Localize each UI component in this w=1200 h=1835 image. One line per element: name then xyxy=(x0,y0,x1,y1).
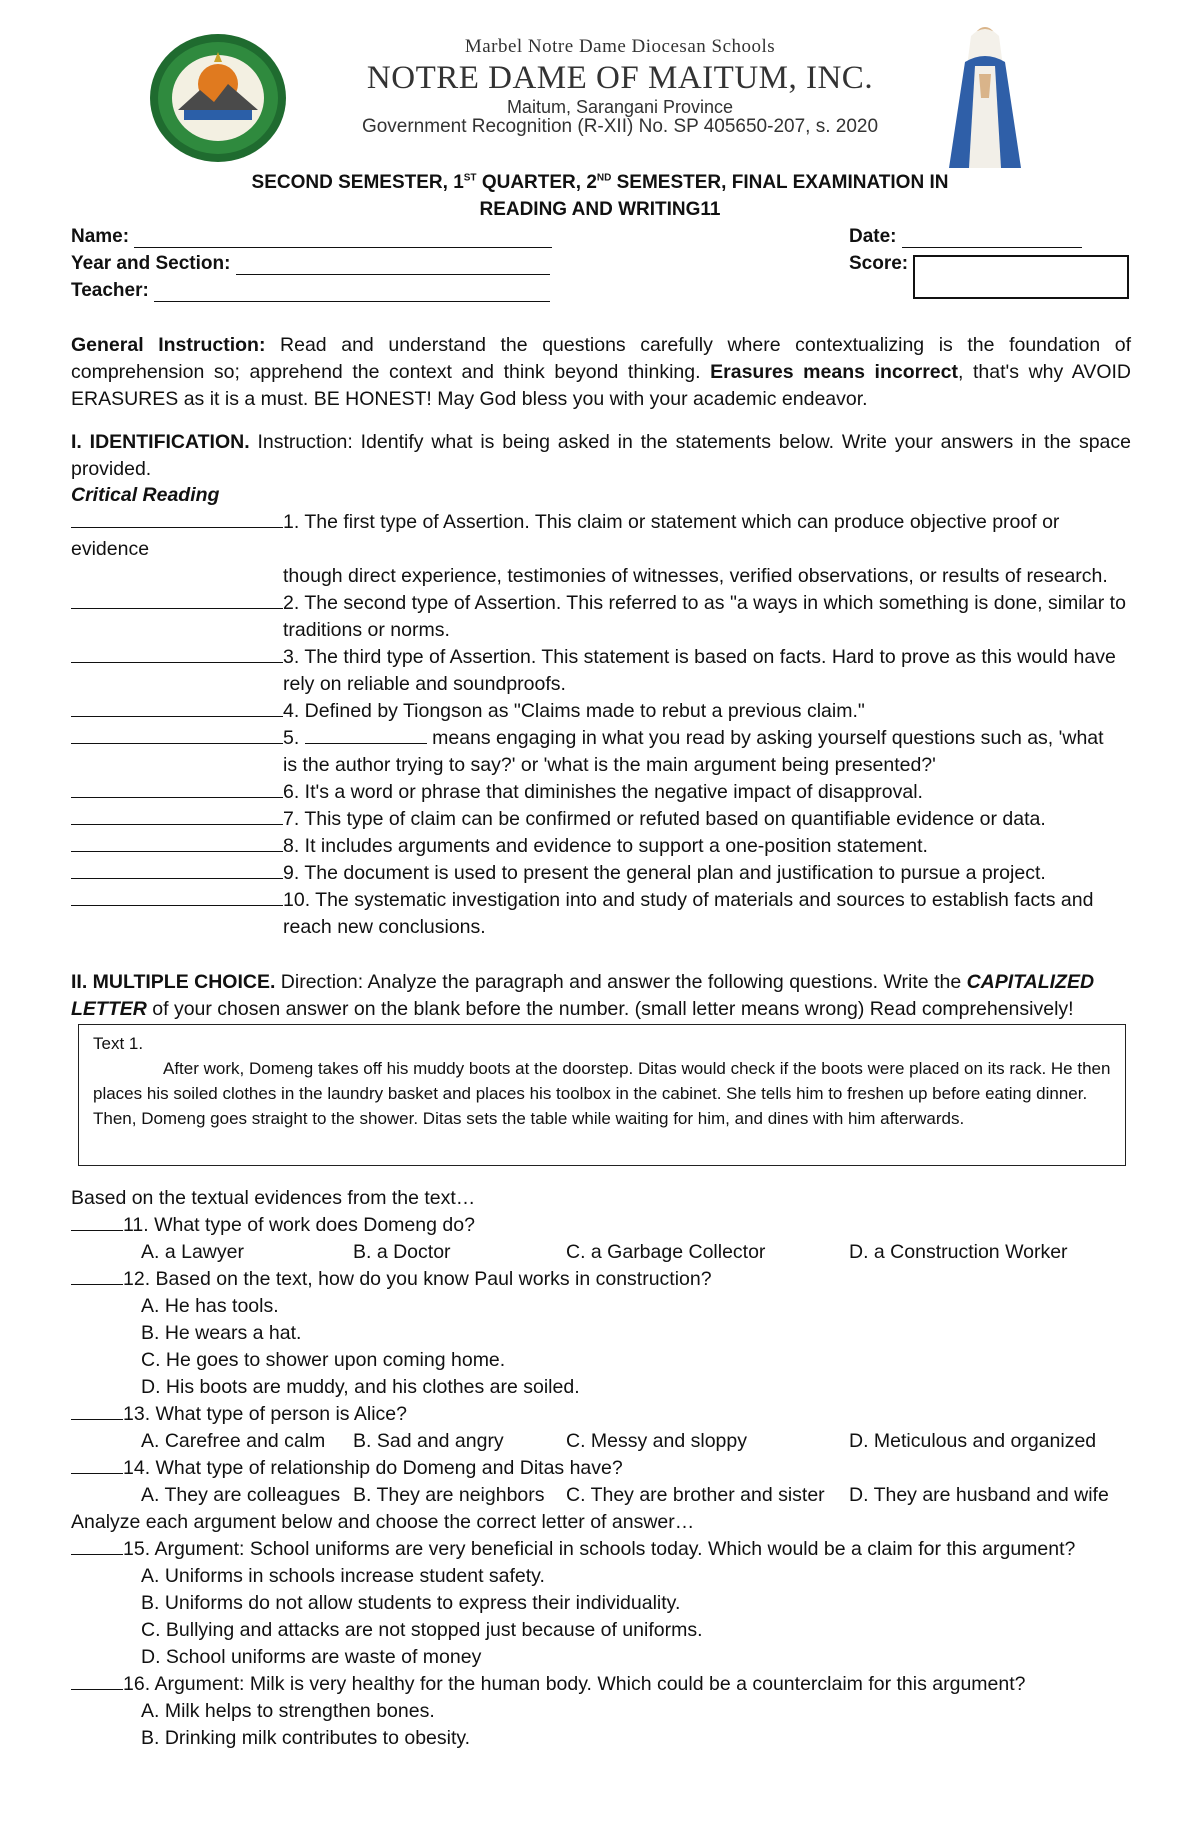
answer-blank[interactable] xyxy=(71,644,283,663)
reading-text-box xyxy=(78,1024,1126,1166)
year-section-label: Year and Section: xyxy=(71,253,231,274)
answer-blank[interactable] xyxy=(71,833,283,852)
item-number: 8. xyxy=(283,835,300,857)
identification-item-5 xyxy=(71,725,1104,752)
q11-option-b: B. a Doctor xyxy=(353,1241,451,1263)
item-number: 1. xyxy=(283,511,300,533)
exam-title-part: SEMESTER, FINAL EXAMINATION IN xyxy=(611,172,949,193)
answer-blank[interactable] xyxy=(71,1671,123,1690)
text-box-body: After work, Domeng takes off his muddy boots at the doorstep. Ditas would check if the boots were placed on its rack. He then places his soiled clothes in the laundry basket and places his toolbox in the cabinet. She tells him to freshen up before eating dinner. Then, Domeng goes straight to the shower. Ditas sets the table while waiting for him, and dines with him afterwards. xyxy=(93,1059,1111,1128)
question-16 xyxy=(71,1671,1026,1698)
answer-blank[interactable] xyxy=(71,698,283,717)
exam-title-line2: READING AND WRITING11 xyxy=(479,199,721,220)
section2-text: of your chosen answer on the blank before the number. (small letter means wrong) Read comprehensively! xyxy=(146,998,1074,1020)
general-instruction-text: , that's why AVOID ERASURES as it is a must. BE HONEST! May God bless you with your academic endeavor. xyxy=(71,361,1131,410)
answer-blank[interactable] xyxy=(71,725,283,744)
school-header xyxy=(300,36,940,138)
item-number: 5. xyxy=(283,727,300,749)
question-text: 13. What type of person is Alice? xyxy=(123,1403,407,1425)
item-text: The systematic investigation into and study of materials and sources to establish facts and xyxy=(310,889,1094,911)
section2-bold: LETTER xyxy=(71,998,147,1020)
marian-statue-image xyxy=(935,22,1035,170)
answer-blank[interactable] xyxy=(71,887,283,906)
q13-option-d: D. Meticulous and organized xyxy=(849,1430,1097,1452)
general-instruction-bold: Erasures means incorrect xyxy=(710,361,958,383)
year-section-blank[interactable] xyxy=(236,256,550,275)
question-text: 15. Argument: School uniforms are very beneficial in schools today. Which would be a claim for this argument? xyxy=(123,1538,1076,1560)
section2-bold: CAPITALIZED xyxy=(966,971,1095,993)
answer-blank[interactable] xyxy=(71,1455,123,1474)
item-number: 9. xyxy=(283,862,300,884)
question-text: 12. Based on the text, how do you know Paul works in construction? xyxy=(123,1268,712,1290)
q13-option-b: B. Sad and angry xyxy=(353,1430,504,1452)
section2-instruction xyxy=(71,969,1131,1023)
answer-blank[interactable] xyxy=(71,1266,123,1285)
question-14 xyxy=(71,1455,623,1482)
item-text: The first type of Assertion. This claim or statement which can produce objective proof or xyxy=(299,511,1060,533)
item-1-continuation: though direct experience, testimonies of witnesses, verified observations, or results of research. xyxy=(283,565,1108,587)
item-number: 4. xyxy=(283,700,300,722)
general-instruction-text: Read and understand the questions carefully where contextualizing is the foundation of comprehension so; apprehend the context and think beyond thinking. xyxy=(71,334,1132,383)
identification-item-8 xyxy=(71,833,928,860)
item-text: The third type of Assertion. This statement is based on facts. Hard to prove as this would have xyxy=(299,646,1116,668)
q14-option-d: D. They are husband and wife xyxy=(849,1484,1109,1506)
q15-option-c: C. Bullying and attacks are not stopped just because of uniforms. xyxy=(141,1619,703,1641)
question-text: 11. What type of work does Domeng do? xyxy=(123,1214,475,1236)
name-field xyxy=(71,226,552,248)
item-number: 2. xyxy=(283,592,300,614)
identification-item-4 xyxy=(71,698,865,725)
lead-based-on-text: Based on the textual evidences from the text… xyxy=(71,1187,476,1209)
q14-option-a: A. They are colleagues xyxy=(141,1484,341,1506)
identification-item-2 xyxy=(71,590,1126,617)
section1-instruction xyxy=(71,429,1131,483)
answer-blank[interactable] xyxy=(71,1536,123,1555)
q12-option-d: D. His boots are muddy, and his clothes are soiled. xyxy=(141,1376,580,1398)
section1-label: I. IDENTIFICATION. xyxy=(71,431,250,453)
date-field xyxy=(849,226,1082,248)
answer-blank[interactable] xyxy=(71,1401,123,1420)
q11-option-c: C. a Garbage Collector xyxy=(566,1241,766,1263)
q13-option-a: A. Carefree and calm xyxy=(141,1430,326,1452)
name-blank[interactable] xyxy=(134,229,552,248)
score-field xyxy=(849,253,908,275)
identification-item-9 xyxy=(71,860,1046,887)
q11-option-d: D. a Construction Worker xyxy=(849,1241,1068,1263)
score-label: Score: xyxy=(849,253,909,274)
answer-blank[interactable] xyxy=(71,860,283,879)
score-box[interactable] xyxy=(913,255,1129,299)
item-1-continuation: evidence xyxy=(71,538,150,560)
school-group: Marbel Notre Dame Diocesan Schools xyxy=(464,36,776,57)
exam-title-part: SECOND SEMESTER, 1 xyxy=(251,172,464,193)
answer-blank[interactable] xyxy=(71,590,283,609)
exam-title-sup: ND xyxy=(596,172,612,184)
exam-title-line1 xyxy=(0,172,1200,194)
identification-item-7 xyxy=(71,806,1046,833)
question-12 xyxy=(71,1266,712,1293)
teacher-field xyxy=(71,280,550,302)
q12-option-c: C. He goes to shower upon coming home. xyxy=(141,1349,506,1371)
question-text: 14. What type of relationship do Domeng and Ditas have? xyxy=(123,1457,623,1479)
question-13 xyxy=(71,1401,407,1428)
question-15 xyxy=(71,1536,1075,1563)
item-number: 3. xyxy=(283,646,300,668)
section1-text: Instruction: Identify what is being asked in the statements below. Write your answers in the space provided. xyxy=(71,431,1131,480)
q14-option-b: B. They are neighbors xyxy=(353,1484,545,1506)
inline-blank[interactable] xyxy=(305,725,427,744)
answer-blank[interactable] xyxy=(71,806,283,825)
q12-option-b: B. He wears a hat. xyxy=(141,1322,302,1344)
general-instruction xyxy=(71,332,1131,413)
teacher-label: Teacher: xyxy=(71,280,149,301)
q13-option-c: C. Messy and sloppy xyxy=(566,1430,747,1452)
item-text: Defined by Tiongson as "Claims made to rebut a previous claim." xyxy=(299,700,865,722)
item-3-continuation: rely on reliable and soundproofs. xyxy=(283,673,566,695)
name-label: Name: xyxy=(71,226,130,247)
item-number: 6. xyxy=(283,781,300,803)
school-location: Maitum, Sarangani Province xyxy=(506,97,734,117)
q12-option-a: A. He has tools. xyxy=(141,1295,279,1317)
identification-item-1 xyxy=(71,509,1131,536)
answer-blank[interactable] xyxy=(71,779,283,798)
identification-item-3 xyxy=(71,644,1116,671)
text-box-title: Text 1. xyxy=(93,1034,144,1053)
date-label: Date: xyxy=(849,226,897,247)
item-10-continuation: reach new conclusions. xyxy=(283,916,486,938)
item-text: The second type of Assertion. This referred to as "a ways in which something is done, similar to xyxy=(299,592,1126,614)
identification-item-10 xyxy=(71,887,1093,914)
item-number: 10. xyxy=(283,889,311,911)
school-name: NOTRE DAME OF MAITUM, INC. xyxy=(366,60,874,96)
government-recognition: Government Recognition (R-XII) No. SP 405650-207, s. 2020 xyxy=(361,116,879,137)
q15-option-b: B. Uniforms do not allow students to express their individuality. xyxy=(141,1592,681,1614)
section2-text: Direction: Analyze the paragraph and answer the following questions. Write the xyxy=(275,971,967,993)
critical-reading-subheading: Critical Reading xyxy=(71,484,220,506)
q15-option-a: A. Uniforms in schools increase student safety. xyxy=(141,1565,545,1587)
q15-option-d: D. School uniforms are waste of money xyxy=(141,1646,482,1668)
item-text: means engaging in what you read by asking yourself questions such as, 'what xyxy=(426,727,1104,749)
identification-item-6 xyxy=(71,779,923,806)
exam-title-sup: ST xyxy=(463,172,477,184)
item-text: The document is used to present the general plan and justification to pursue a project. xyxy=(299,862,1046,884)
q14-option-c: C. They are brother and sister xyxy=(566,1484,825,1506)
q16-option-b: B. Drinking milk contributes to obesity. xyxy=(141,1727,471,1749)
year-section-field xyxy=(71,253,550,275)
school-seal-logo xyxy=(148,32,288,164)
item-number: 7. xyxy=(283,808,300,830)
lead-analyze-argument: Analyze each argument below and choose the correct letter of answer… xyxy=(71,1511,695,1533)
section2-label: II. MULTIPLE CHOICE. xyxy=(71,971,276,993)
general-instruction-label: General Instruction: xyxy=(71,334,266,356)
item-5-continuation: is the author trying to say?' or 'what is the main argument being presented?' xyxy=(283,754,936,776)
question-text: 16. Argument: Milk is very healthy for the human body. Which could be a counterclaim for this argument? xyxy=(123,1673,1026,1695)
answer-blank[interactable] xyxy=(71,1212,123,1231)
q11-option-a: A. a Lawyer xyxy=(141,1241,244,1263)
exam-title-part: QUARTER, 2 xyxy=(476,172,597,193)
question-11 xyxy=(71,1212,475,1239)
item-text: This type of claim can be confirmed or refuted based on quantifiable evidence or data. xyxy=(299,808,1046,830)
item-text: It includes arguments and evidence to support a one-position statement. xyxy=(299,835,928,857)
q16-option-a: A. Milk helps to strengthen bones. xyxy=(141,1700,435,1722)
item-2-continuation: traditions or norms. xyxy=(283,619,450,641)
answer-blank[interactable] xyxy=(71,509,283,528)
item-text: It's a word or phrase that diminishes the negative impact of disapproval. xyxy=(299,781,923,803)
date-blank[interactable] xyxy=(902,229,1082,248)
teacher-blank[interactable] xyxy=(154,283,550,302)
